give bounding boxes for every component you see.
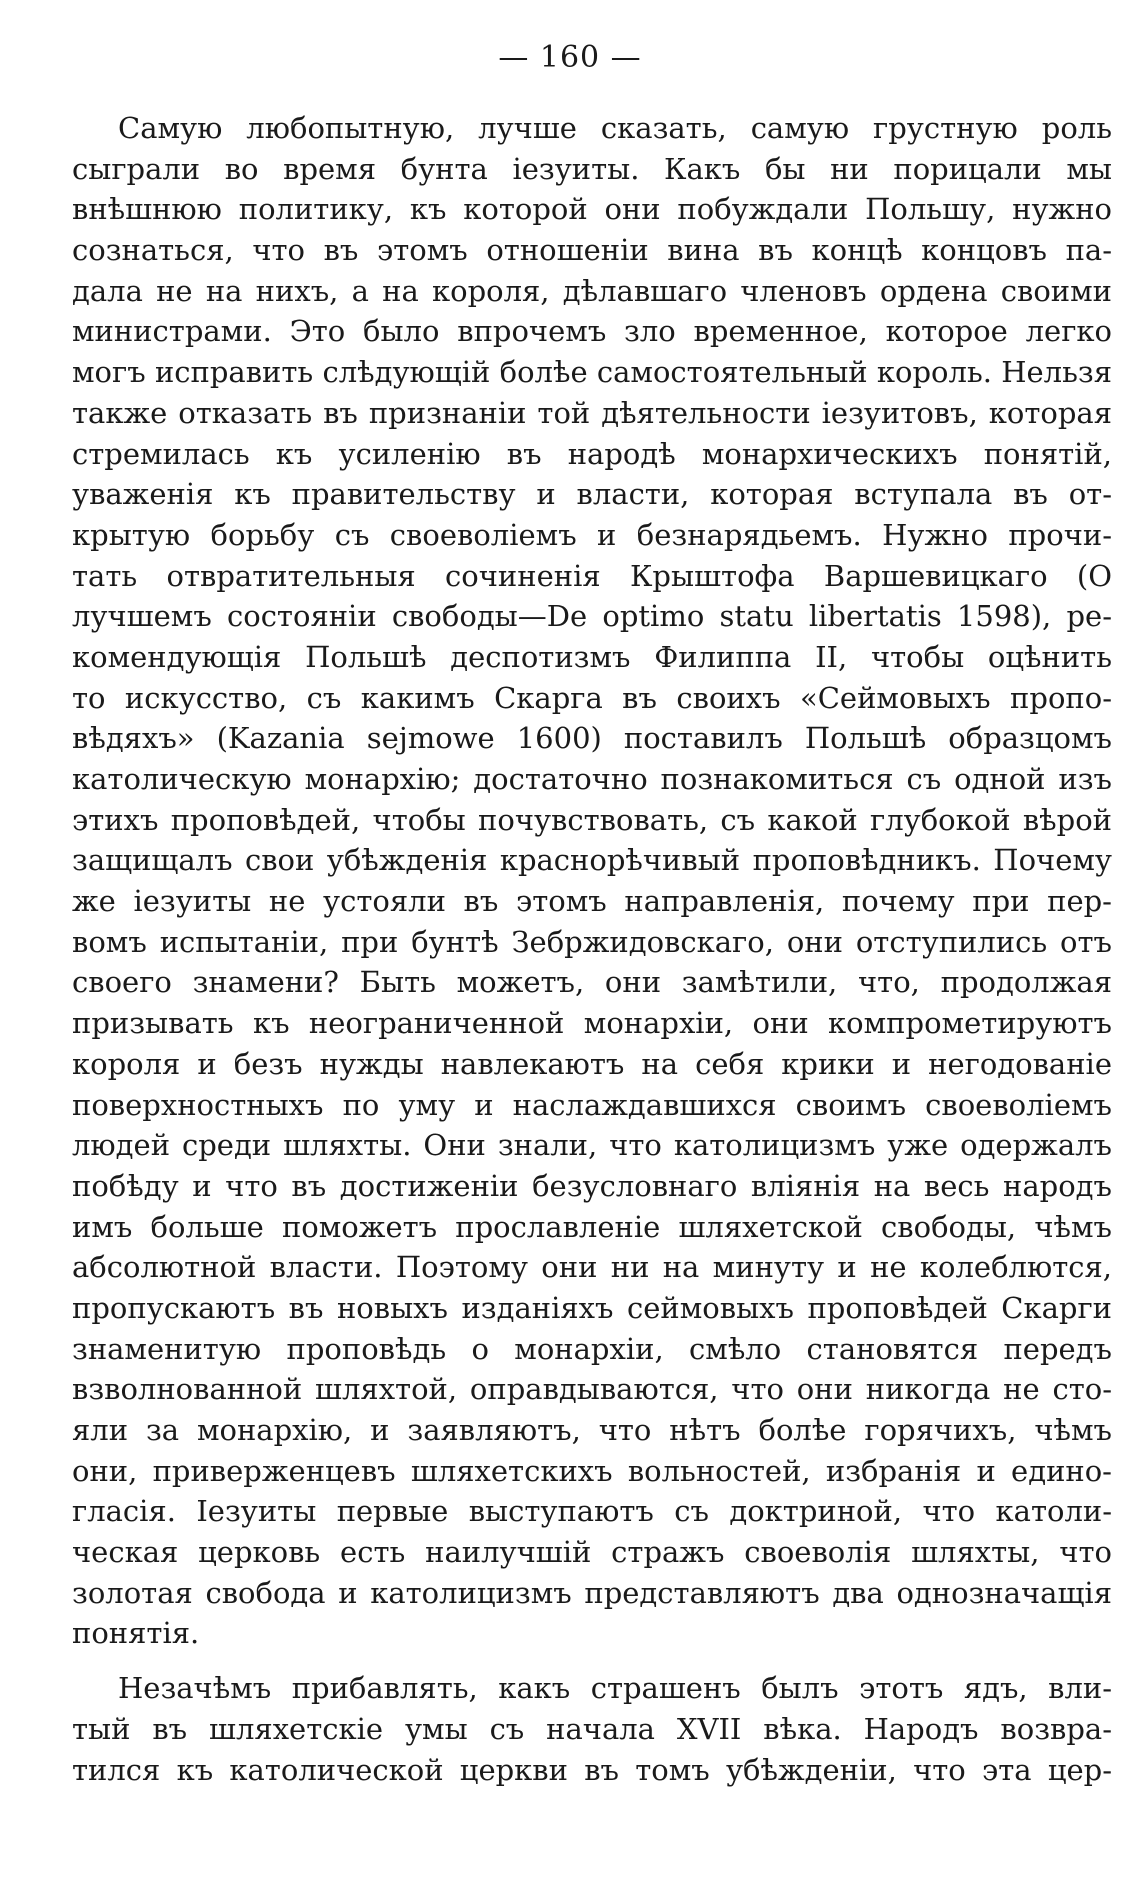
text-line: взволнованной шляхтой, оправдываются, что они никогда не сто-: [72, 1372, 1112, 1407]
text-line: лучшемъ состояніи свободы—De optimo statu libertatis 1598), ре-: [72, 599, 1112, 634]
text-line: дала не на нихъ, а на короля, дѣлавшаго членовъ ордена своими: [72, 273, 1112, 308]
text-line: крытую борьбу съ своеволіемъ и безнарядьемъ. Нужно прочи-: [72, 517, 1112, 552]
text-line: уваженія къ правительству и власти, которая вступала въ от-: [72, 477, 1112, 512]
text-line: вѣдяхъ» (Kazania sejmowe 1600) поставилъ Польшѣ образцомъ: [72, 721, 1112, 756]
text-line: золотая свобода и католицизмъ представляютъ два однозначащія: [72, 1575, 1112, 1610]
text-line: знаменитую проповѣдь о монархіи, смѣло становятся передъ: [72, 1331, 1112, 1366]
text-line: тился къ католической церкви въ томъ убѣжденіи, что эта цер-: [72, 1752, 1112, 1787]
text-line: комендующія Польшѣ деспотизмъ Филиппа II, чтобы оцѣнить: [72, 639, 1112, 674]
text-line: яли за монархію, и заявляютъ, что нѣтъ болѣе горячихъ, чѣмъ: [72, 1413, 1112, 1447]
text-line: абсолютной власти. Поэтому они ни на минуту и не колеблются,: [72, 1250, 1112, 1285]
text-line: ческая церковь есть наилучшій стражъ своеволія шляхты, что: [72, 1535, 1112, 1570]
text-line: сыграли во время бунта іезуиты. Какъ бы ни порицали мы: [72, 151, 1112, 186]
text-line: людей среди шляхты. Они знали, что католицизмъ уже одержалъ: [72, 1128, 1112, 1163]
text-line: этихъ проповѣдей, чтобы почувствовать, съ какой глубокой вѣрой: [72, 802, 1112, 837]
page-number: — 160 —: [498, 40, 642, 75]
text-line: короля и безъ нужды навлекаютъ на себя крики и негодованіе: [72, 1046, 1112, 1081]
text-line: Самую любопытную, лучше сказать, самую грустную роль: [118, 111, 1112, 145]
text-line: стремилась къ усиленію въ народѣ монархическихъ понятій,: [72, 436, 1112, 471]
text-line: гласія. Іезуиты первые выступаютъ съ доктриной, что католи-: [72, 1494, 1112, 1529]
text-line: побѣду и что въ достиженіи безусловнаго вліянія на весь народъ: [72, 1168, 1112, 1203]
text-line: сознаться, что въ этомъ отношеніи вина въ концѣ концовъ па-: [72, 233, 1112, 268]
body-text: [72, 108, 1112, 1790]
text-line: тый въ шляхетскіе умы съ начала XVII вѣка. Народъ возвра-: [72, 1711, 1112, 1746]
text-line: Незачѣмъ прибавлять, какъ страшенъ былъ этотъ ядъ, вли-: [118, 1671, 1112, 1706]
text-line: понятія.: [72, 1616, 200, 1651]
text-line: призывать къ неограниченной монархіи, они компрометируютъ: [72, 1006, 1112, 1041]
text-line: вомъ испытаніи, при бунтѣ Зебржидовскаго, они отступились отъ: [72, 924, 1112, 959]
text-line: могъ исправить слѣдующій болѣе самостоятельный король. Нельзя: [72, 355, 1112, 390]
text-line: своего знамени? Быть можетъ, они замѣтили, что, продолжая: [72, 965, 1112, 1000]
text-line: внѣшнюю политику, къ которой они побуждали Польшу, нужно: [72, 192, 1112, 227]
text-line: они, приверженцевъ шляхетскихъ вольностей, избранія и едино-: [72, 1453, 1112, 1488]
text-line: поверхностныхъ по уму и наслаждавшихся своимъ своеволіемъ: [72, 1087, 1112, 1122]
text-line: защищалъ свои убѣжденія краснорѣчивый проповѣдникъ. Почему: [72, 843, 1112, 878]
paragraph-gap: [72, 1654, 1112, 1668]
text-line: католическую монархію; достаточно познакомиться съ одной изъ: [72, 762, 1112, 796]
text-line: министрами. Это было впрочемъ зло временное, которое легко: [72, 314, 1112, 349]
text-line: тать отвратительныя сочиненія Крыштофа Варшевицкаго (О: [72, 558, 1112, 593]
text-line: пропускаютъ въ новыхъ изданіяхъ сеймовыхъ проповѣдей Скарги: [72, 1290, 1112, 1325]
text-line: то искусство, съ какимъ Скарга въ своихъ «Сеймовыхъ пропо-: [72, 680, 1112, 715]
text-line: же іезуиты не устояли въ этомъ направленія, почему при пер-: [72, 884, 1112, 919]
paragraph: [72, 108, 1112, 1654]
text-line: также отказать въ признаніи той дѣятельности іезуитовъ, которая: [72, 395, 1112, 430]
paragraph: [72, 1668, 1112, 1790]
text-line: имъ больше поможетъ прославленіе шляхетской свободы, чѣмъ: [72, 1209, 1112, 1244]
